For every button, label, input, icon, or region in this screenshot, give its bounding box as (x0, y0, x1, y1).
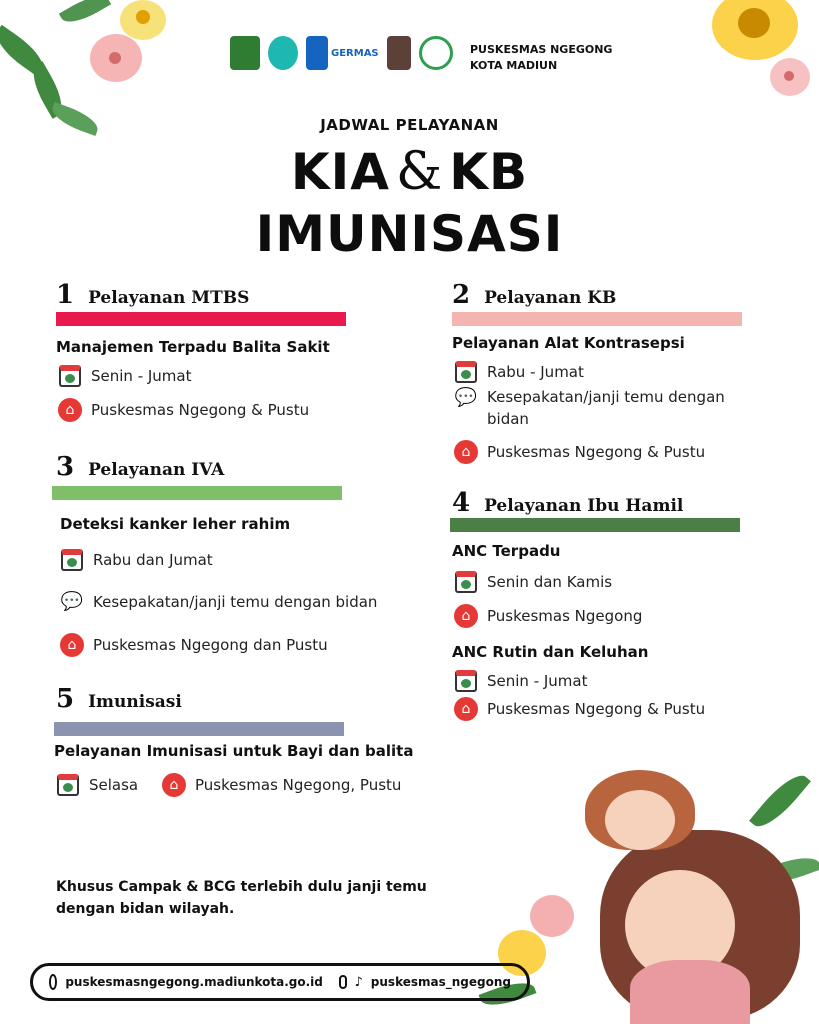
calendar-icon (57, 774, 79, 796)
calendar-icon (455, 571, 477, 593)
section-5-bar (54, 722, 344, 736)
tiktok-icon: ♪ (354, 974, 363, 990)
section-3-place-row: ⌂ Puskesmas Ngegong dan Pustu (60, 633, 328, 657)
section-3-bar (52, 486, 342, 500)
madiun-dancer-logo (387, 36, 411, 70)
section-3-subtitle: Deteksi kanker leher rahim (60, 515, 291, 533)
section-3-day-row: Rabu dan Jumat (60, 548, 213, 572)
section-4-day-row-1: Senin dan Kamis (454, 570, 612, 594)
partner-logos (230, 36, 453, 70)
chat-bubble-icon: 💬 (454, 387, 478, 408)
section-1-place-row: ⌂ Puskesmas Ngegong & Pustu (58, 398, 309, 422)
section-2-bar (452, 312, 742, 326)
section-5-day-row: Selasa (56, 773, 138, 797)
section-5-place-row: ⌂ Puskesmas Ngegong, Pustu (162, 773, 401, 797)
instagram-icon (339, 975, 347, 989)
organization-name: PUSKESMAS NGEGONG KOTA MADIUN (470, 43, 613, 72)
contact-footer (30, 963, 530, 1001)
calendar-icon (61, 549, 83, 571)
section-5-heading: 5 Imunisasi (56, 684, 182, 714)
section-3-appointment-row: 💬 Kesepakatan/janji temu dengan bidan (60, 591, 378, 612)
section-1-subtitle: Manajemen Terpadu Balita Sakit (56, 338, 330, 356)
section-1-heading: 1 Pelayanan MTBS (56, 280, 250, 310)
kota-madiun-logo (230, 36, 260, 70)
section-4-place-row-2: ⌂ Puskesmas Ngegong & Pustu (454, 697, 705, 721)
section-4-heading: 4 Pelayanan Ibu Hamil (452, 488, 684, 518)
puskesmas-logo (419, 36, 453, 70)
germas-logo: GERMAS (306, 36, 379, 70)
section-4-place-row-1: ⌂ Puskesmas Ngegong (454, 604, 642, 628)
section-2-appointment-row: 💬 Kesepakatan/janji temu dengan bidan (454, 387, 725, 428)
section-4-bar (450, 518, 740, 532)
section-2-place-row: ⌂ Puskesmas Ngegong & Pustu (454, 440, 705, 464)
section-1-bar (56, 312, 346, 326)
section-4-day-row-2: Senin - Jumat (454, 669, 588, 693)
section-5-subtitle: Pelayanan Imunisasi untuk Bayi dan balita (54, 742, 414, 760)
calendar-icon (455, 361, 477, 383)
section-1-day-row: Senin - Jumat (58, 364, 192, 388)
schedule-subtitle: JADWAL PELAYANAN (320, 116, 499, 134)
home-icon: ⌂ (60, 633, 84, 657)
home-icon: ⌂ (454, 440, 478, 464)
section-2-subtitle: Pelayanan Alat Kontrasepsi (452, 334, 685, 352)
home-icon: ⌂ (454, 604, 478, 628)
calendar-icon (455, 670, 477, 692)
section-4-subtitle-1: ANC Terpadu (452, 542, 561, 560)
website-link[interactable]: puskesmasngegong.madiunkota.go.id (65, 975, 323, 989)
campak-bcg-note: Khusus Campak & BCG terlebih dulu janji temu dengan bidan wilayah. (56, 879, 427, 917)
home-icon: ⌂ (162, 773, 186, 797)
calendar-icon (59, 365, 81, 387)
section-2-day-row: Rabu - Jumat (454, 360, 584, 384)
section-2-heading: 2 Pelayanan KB (452, 280, 617, 310)
section-4-subtitle-2: ANC Rutin dan Keluhan (452, 643, 649, 661)
kemenkes-logo (268, 36, 298, 70)
section-3-heading: 3 Pelayanan IVA (56, 452, 225, 482)
home-icon: ⌂ (454, 697, 478, 721)
social-handle[interactable]: puskesmas_ngegong (370, 975, 511, 989)
title-kia-kb: KIA & KB (290, 142, 529, 202)
globe-icon (49, 974, 57, 990)
title-imunisasi: IMUNISASI (255, 205, 564, 263)
chat-bubble-icon: 💬 (60, 591, 84, 612)
home-icon: ⌂ (58, 398, 82, 422)
